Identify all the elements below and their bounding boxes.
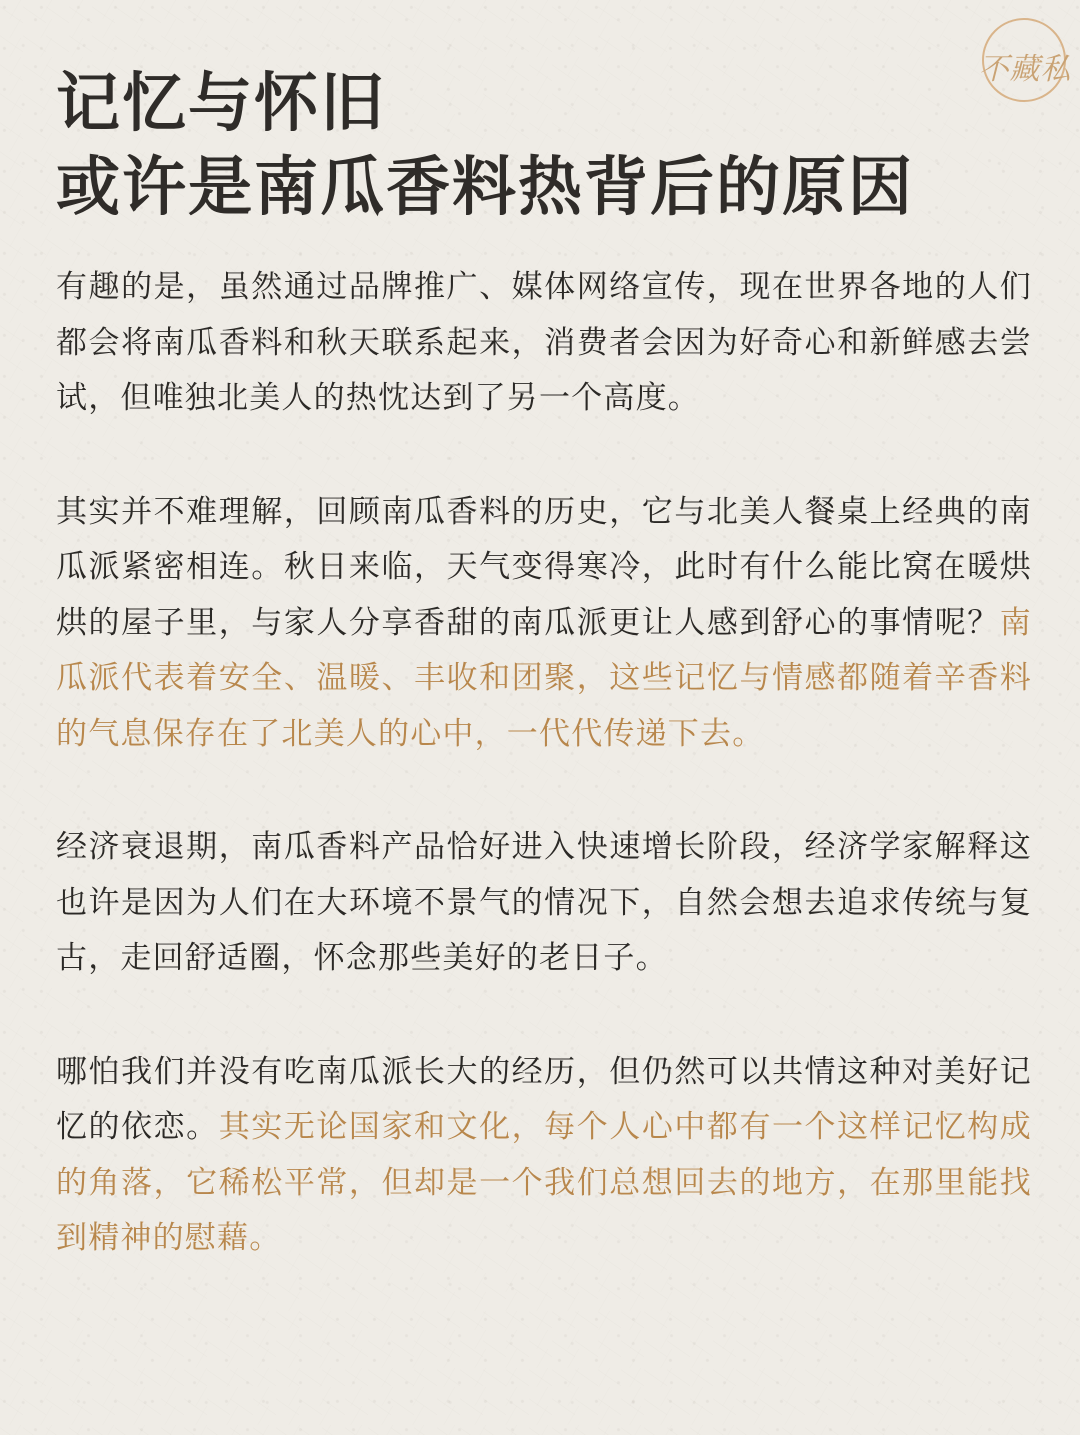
paragraph-4 xyxy=(56,1045,1032,1267)
title-line-2: 或许是南瓜香料热背后的原因 xyxy=(56,151,914,225)
paragraph-2 xyxy=(56,485,1032,763)
title-line-1: 记忆与怀旧 xyxy=(56,67,386,141)
page-title xyxy=(56,62,1036,230)
paragraph-highlight: 南瓜派代表着安全、温暖、丰收和团聚，这些记忆与情感都随着辛香料的气息保存在了北美人的心中，一代代传递下去。 xyxy=(56,604,1032,752)
paragraph-text: 经济衰退期，南瓜香料产品恰好进入快速增长阶段，经济学家解释这也许是因为人们在大环境不景气的情况下，自然会想去追求传统与复古，走回舒适圈，怀念那些美好的老日子。 xyxy=(56,829,1032,976)
logo-text: 不藏私 xyxy=(978,52,1072,87)
paragraph-3 xyxy=(56,820,1032,987)
article-body xyxy=(56,260,1032,1325)
paragraph-highlight: 其实无论国家和文化，每个人心中都有一个这样记忆构成的角落，它稀松平常，但却是一个我们总想回去的地方，在那里能找到精神的慰藉。 xyxy=(56,1109,1033,1256)
paragraph-1 xyxy=(56,260,1032,427)
paragraph-text: 有趣的是，虽然通过品牌推广、媒体网络宣传，现在世界各地的人们都会将南瓜香料和秋天联系起来，消费者会因为好奇心和新鲜感去尝试，但唯独北美人的热忱达到了另一个高度。 xyxy=(56,269,1032,416)
paragraph-text: 其实并不难理解，回顾南瓜香料的历史，它与北美人餐桌上经典的南瓜派紧密相连。秋日来临，天气变得寒冷，此时有什么能比窝在暖烘烘的屋子里，与家人分享香甜的南瓜派更让人感到舒心的事情呢？ xyxy=(56,493,1032,641)
paragraph-text: 哪怕我们并没有吃南瓜派长大的经历，但仍然可以共情这种对美好记忆的依恋。 xyxy=(56,1053,1032,1145)
